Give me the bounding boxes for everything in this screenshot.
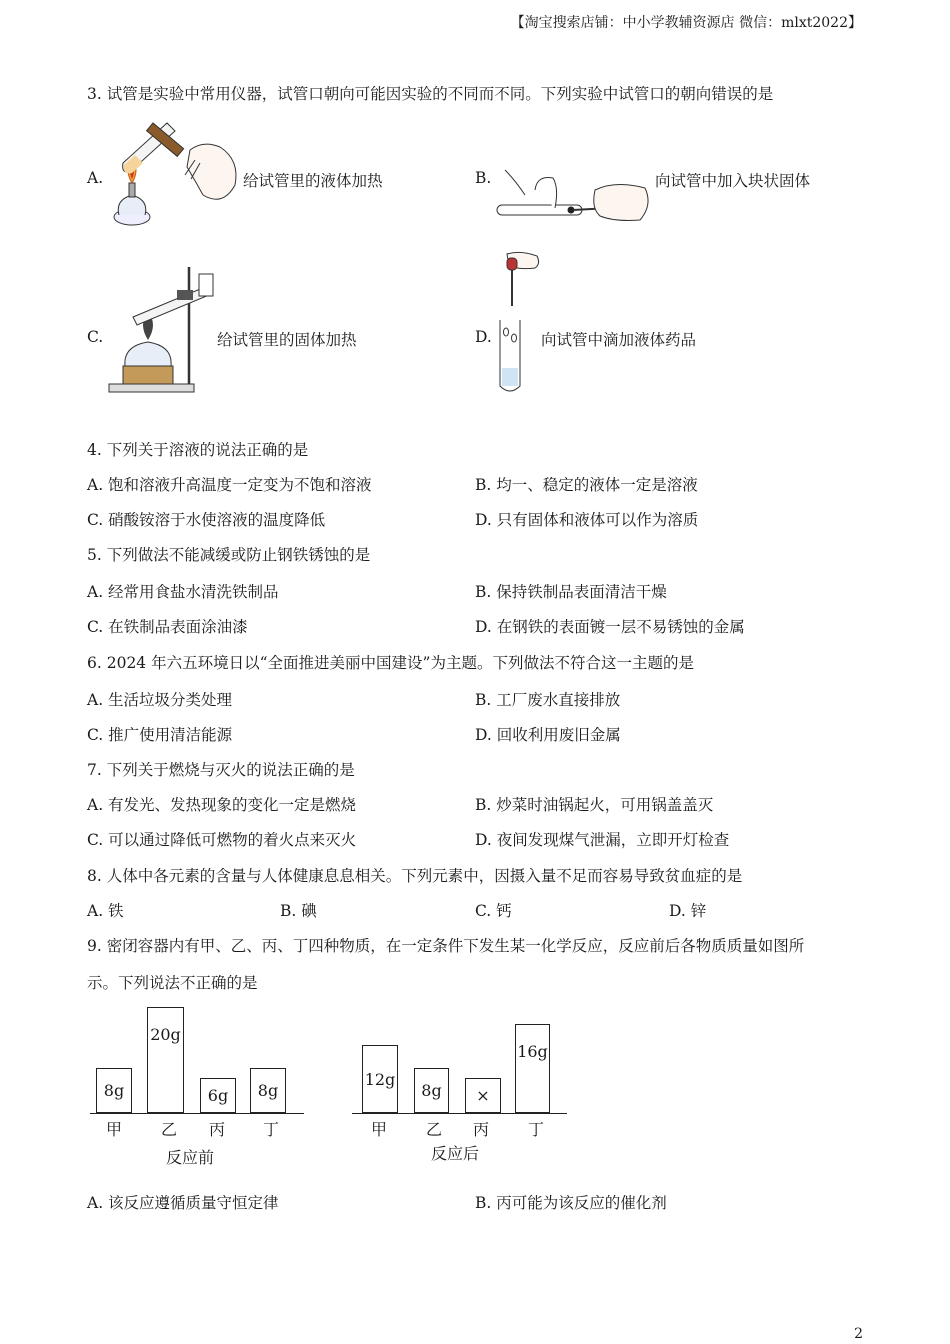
- chart-before-title: 反应前: [166, 1148, 215, 1167]
- q6-stem: 6. 2024 年六五环境日以“全面推进美丽中国建设”为主题。下列做法不符合这一主题的是: [87, 654, 694, 672]
- q4-option-d: D. 只有固体和液体可以作为溶质: [475, 511, 699, 529]
- q8-stem: 8. 人体中各元素的含量与人体健康息息相关。下列元素中，因摄入量不足而容易导致贫血症的是: [87, 867, 743, 885]
- q6-option-d: D. 回收利用废旧金属: [475, 726, 621, 744]
- q7-option-c: C. 可以通过降低可燃物的着火点来灭火: [87, 831, 357, 849]
- cat-before-ding: 丁: [263, 1120, 280, 1139]
- q8-option-b: B. 碘: [280, 902, 317, 920]
- bar-after-yi: 8g: [414, 1068, 449, 1113]
- bar-after-ding-label: 16g: [517, 1042, 548, 1061]
- bar-before-yi: [147, 1007, 184, 1113]
- q3-option-b-text: 向试管中加入块状固体: [655, 172, 811, 190]
- q9-option-a: A. 该反应遵循质量守恒定律: [87, 1194, 279, 1212]
- q5-option-b: B. 保持铁制品表面清洁干燥: [475, 583, 667, 601]
- q5-option-d: D. 在钢铁的表面镀一层不易锈蚀的金属: [475, 618, 745, 636]
- q5-option-c: C. 在铁制品表面涂油漆: [87, 618, 248, 636]
- bar-before-ding: 8g: [250, 1068, 286, 1113]
- q4-option-b: B. 均一、稳定的液体一定是溶液: [475, 476, 698, 494]
- q8-option-d: D. 锌: [669, 902, 707, 920]
- q7-option-a: A. 有发光、发热现象的变化一定是燃烧: [87, 796, 357, 814]
- q9-stem-line1: 9. 密闭容器内有甲、乙、丙、丁四种物质，在一定条件下发生某一化学反应，反应前后各物质质量如图所: [87, 937, 805, 955]
- q3-option-c-text: 给试管里的固体加热: [217, 331, 357, 349]
- q3-option-d-label: D.: [475, 328, 492, 346]
- q6-option-b: B. 工厂废水直接排放: [475, 691, 621, 709]
- cat-after-yi: 乙: [426, 1120, 443, 1139]
- bar-after-bing: ×: [465, 1078, 501, 1113]
- q8-option-c: C. 钙: [475, 902, 512, 920]
- chart-after-title: 反应后: [431, 1144, 480, 1163]
- q9-option-b: B. 丙可能为该反应的催化剂: [475, 1194, 667, 1212]
- cat-after-ding: 丁: [528, 1120, 545, 1139]
- bar-after-ding: [515, 1024, 550, 1113]
- bar-before-jia: 8g: [96, 1068, 132, 1113]
- q5-stem: 5. 下列做法不能减缓或防止钢铁锈蚀的是: [87, 546, 371, 564]
- page-number: 2: [854, 1326, 863, 1342]
- q3-stem: 3. 试管是实验中常用仪器，试管口朝向可能因实验的不同而不同。下列实验中试管口的朝向错误的是: [87, 85, 774, 103]
- q4-option-c: C. 硝酸铵溶于水使溶液的温度降低: [87, 511, 326, 529]
- q3-option-b-label: B.: [475, 169, 492, 187]
- cat-before-yi: 乙: [161, 1120, 178, 1139]
- page-header: 【淘宝搜索店铺：中小学教辅资源店 微信：mlxt2022】: [510, 15, 862, 31]
- q3-option-a-text: 给试管里的液体加热: [243, 172, 383, 190]
- q6-option-a: A. 生活垃圾分类处理: [87, 691, 233, 709]
- q4-option-a: A. 饱和溶液升高温度一定变为不饱和溶液: [87, 476, 372, 494]
- cat-after-bing: 丙: [473, 1120, 490, 1139]
- q7-stem: 7. 下列关于燃烧与灭火的说法正确的是: [87, 761, 355, 779]
- q7-option-d: D. 夜间发现煤气泄漏，立即开灯检查: [475, 831, 730, 849]
- bar-before-yi-label: 20g: [150, 1024, 181, 1044]
- dropper-illustration: [495, 250, 545, 398]
- q7-option-b: B. 炒菜时油锅起火，可用锅盖盖灭: [475, 796, 714, 814]
- q6-option-c: C. 推广使用清洁能源: [87, 726, 233, 744]
- q3-option-c-label: C.: [87, 328, 104, 346]
- adding-solid-illustration: [495, 150, 655, 230]
- axis-before: [90, 1113, 304, 1114]
- cat-before-jia: 甲: [106, 1120, 123, 1139]
- bar-after-jia: 12g: [362, 1045, 398, 1113]
- q4-stem: 4. 下列关于溶液的说法正确的是: [87, 441, 309, 459]
- q9-stem-line2: 示。下列说法不正确的是: [87, 974, 258, 992]
- axis-after: [352, 1113, 567, 1114]
- cat-after-jia: 甲: [371, 1120, 388, 1139]
- heating-solid-illustration: [105, 262, 220, 397]
- q3-option-a-label: A.: [87, 169, 104, 187]
- heating-liquid-illustration: [105, 115, 245, 230]
- cat-before-bing: 丙: [209, 1120, 226, 1139]
- q3-option-d-text: 向试管中滴加液体药品: [541, 331, 697, 349]
- q8-option-a: A. 铁: [87, 902, 124, 920]
- q5-option-a: A. 经常用食盐水清洗铁制品: [87, 583, 279, 601]
- bar-before-bing: 6g: [200, 1078, 236, 1113]
